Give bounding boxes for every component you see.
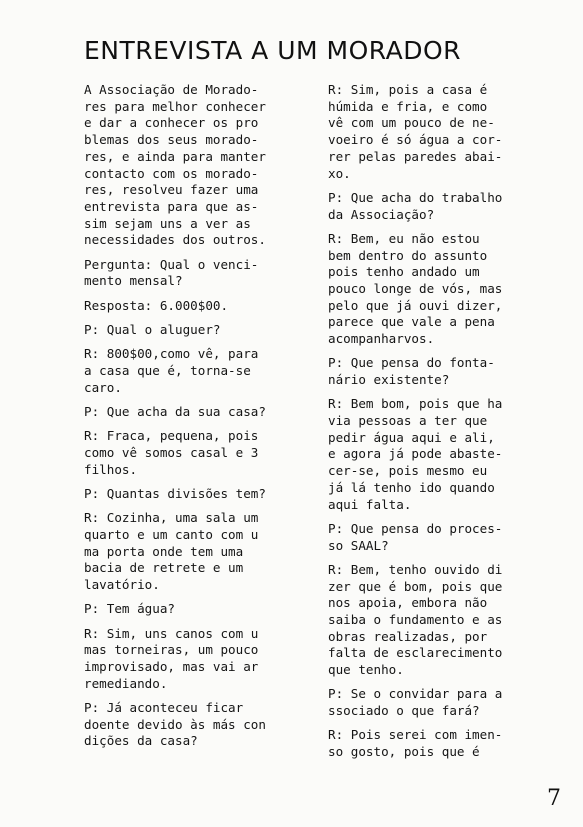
text-line: R: Fraca, pequena, pois: [84, 428, 259, 444]
text-line: saiba o fundamento e as: [328, 611, 503, 627]
interview-paragraph: [328, 686, 560, 719]
text-line: quarto e um canto com u: [84, 526, 259, 542]
text-line: entrevista para que as-: [84, 198, 259, 214]
text-line: vê com um pouco de ne-: [328, 115, 495, 131]
text-line: doente devido às más con: [84, 716, 266, 732]
text-line: P: Que acha do trabalho: [328, 189, 503, 205]
text-line: ssociado o que fará?: [328, 703, 480, 719]
text-line: R: Bem bom, pois que ha: [328, 396, 503, 412]
text-line: res para melhor conhecer: [84, 98, 266, 114]
text-line: falta de esclarecimento: [328, 645, 503, 661]
interview-paragraph: [328, 355, 560, 388]
text-line: rer pelas paredes abai-: [328, 148, 503, 164]
text-line: caro.: [84, 379, 122, 395]
text-line: pelo que já ouvi dizer,: [328, 297, 503, 313]
interview-paragraph: [84, 510, 322, 594]
text-line: res, e ainda para manter: [84, 148, 266, 164]
text-line: e agora já pode abaste-: [328, 446, 503, 462]
text-line: e dar a conhecer os pro: [84, 115, 259, 131]
text-line: mas torneiras, um pouco: [84, 642, 259, 658]
text-line: R: 800$00,como vê, para: [84, 346, 259, 362]
interview-paragraph: [328, 82, 560, 182]
interview-paragraph: [84, 601, 322, 618]
text-line: R: Sim, uns canos com u: [84, 625, 259, 641]
text-line: como vê somos casal e 3: [84, 444, 259, 460]
text-line: R: Cozinha, uma sala um: [84, 510, 259, 526]
text-line: dições da casa?: [84, 733, 198, 749]
text-line: R: Sim, pois a casa é: [328, 82, 488, 97]
text-line: P: Que pensa do fonta-: [328, 355, 495, 371]
text-line: pouco longe de vós, mas: [328, 280, 503, 296]
text-line: so gosto, pois que é: [328, 744, 480, 760]
text-line: voeiro é só água a cor-: [328, 132, 503, 148]
interview-paragraph: [84, 626, 322, 693]
text-line: Pergunta: Qual o venci-: [84, 256, 259, 272]
interview-paragraph: [84, 257, 322, 290]
text-line: ma porta onde tem uma: [84, 543, 244, 559]
text-line: da Associação?: [328, 206, 435, 222]
interview-paragraph: [84, 82, 322, 249]
text-line: P: Quantas divisões tem?: [84, 485, 266, 501]
interview-paragraph: [84, 428, 322, 478]
text-line: via pessoas a ter que: [328, 413, 488, 429]
text-line: Resposta: 6.000$00.: [84, 297, 229, 313]
text-line: húmida e fria, e como: [328, 98, 488, 114]
interview-paragraph: [84, 322, 322, 339]
text-line: aqui falta.: [328, 496, 412, 512]
text-line: zer que é bom, pois que: [328, 578, 503, 594]
text-line: res, resolveu fazer uma: [84, 182, 259, 198]
right-column: [328, 82, 560, 768]
text-line: P: Tem água?: [84, 601, 175, 617]
text-line: pois tenho andado um: [328, 264, 480, 280]
text-line: P: Que pensa do proces-: [328, 520, 503, 536]
text-line: bacia de retrete e um: [84, 560, 244, 576]
text-line: mento mensal?: [84, 273, 183, 289]
text-line: R: Bem, eu não estou: [328, 230, 480, 246]
text-line: P: Se o convidar para a: [328, 686, 503, 702]
page-number: 7: [547, 786, 561, 811]
text-line: filhos.: [84, 461, 138, 477]
article-title: ENTREVISTA A UM MORADOR: [84, 36, 462, 65]
text-line: nos apoia, embora não: [328, 595, 488, 611]
interview-paragraph: [84, 346, 322, 396]
text-line: P: Que acha da sua casa?: [84, 403, 266, 419]
interview-paragraph: [328, 190, 560, 223]
interview-paragraph: [84, 486, 322, 503]
text-line: parece que vale a pena: [328, 314, 495, 330]
text-line: cer-se, pois mesmo eu: [328, 463, 488, 479]
interview-paragraph: [328, 727, 560, 760]
text-line: contacto com os morado-: [84, 165, 259, 181]
text-line: P: Já aconteceu ficar: [84, 700, 244, 716]
text-line: remediando.: [84, 675, 168, 691]
interview-paragraph: [328, 521, 560, 554]
text-line: R: Pois serei com imen-: [328, 727, 503, 743]
text-line: obras realizadas, por: [328, 628, 488, 644]
text-line: sim sejam uns a ver as: [84, 215, 251, 231]
text-line: acompanharvos.: [328, 331, 435, 347]
text-line: blemas dos seus morado-: [84, 132, 259, 148]
text-line: que tenho.: [328, 662, 404, 678]
text-line: a casa que é, torna-se: [84, 362, 251, 378]
text-line: lavatório.: [84, 577, 160, 593]
text-line: pedir água aqui e ali,: [328, 429, 495, 445]
interview-paragraph: [84, 298, 322, 315]
text-line: nário existente?: [328, 372, 450, 388]
left-column: [84, 82, 322, 758]
text-line: A Associação de Morado-: [84, 82, 259, 97]
text-line: necessidades dos outros.: [84, 232, 266, 248]
text-line: R: Bem, tenho ouvido di: [328, 561, 503, 577]
text-line: improvisado, mas vai ar: [84, 659, 259, 675]
text-line: P: Qual o aluguer?: [84, 321, 221, 337]
text-line: bem dentro do assunto: [328, 247, 488, 263]
interview-paragraph: [328, 231, 560, 348]
text-line: já lá tenho ido quando: [328, 479, 495, 495]
interview-paragraph: [84, 700, 322, 750]
interview-paragraph: [328, 562, 560, 679]
interview-paragraph: [84, 404, 322, 421]
text-line: xo.: [328, 165, 351, 181]
interview-paragraph: [328, 396, 560, 513]
text-line: so SAAL?: [328, 537, 389, 553]
